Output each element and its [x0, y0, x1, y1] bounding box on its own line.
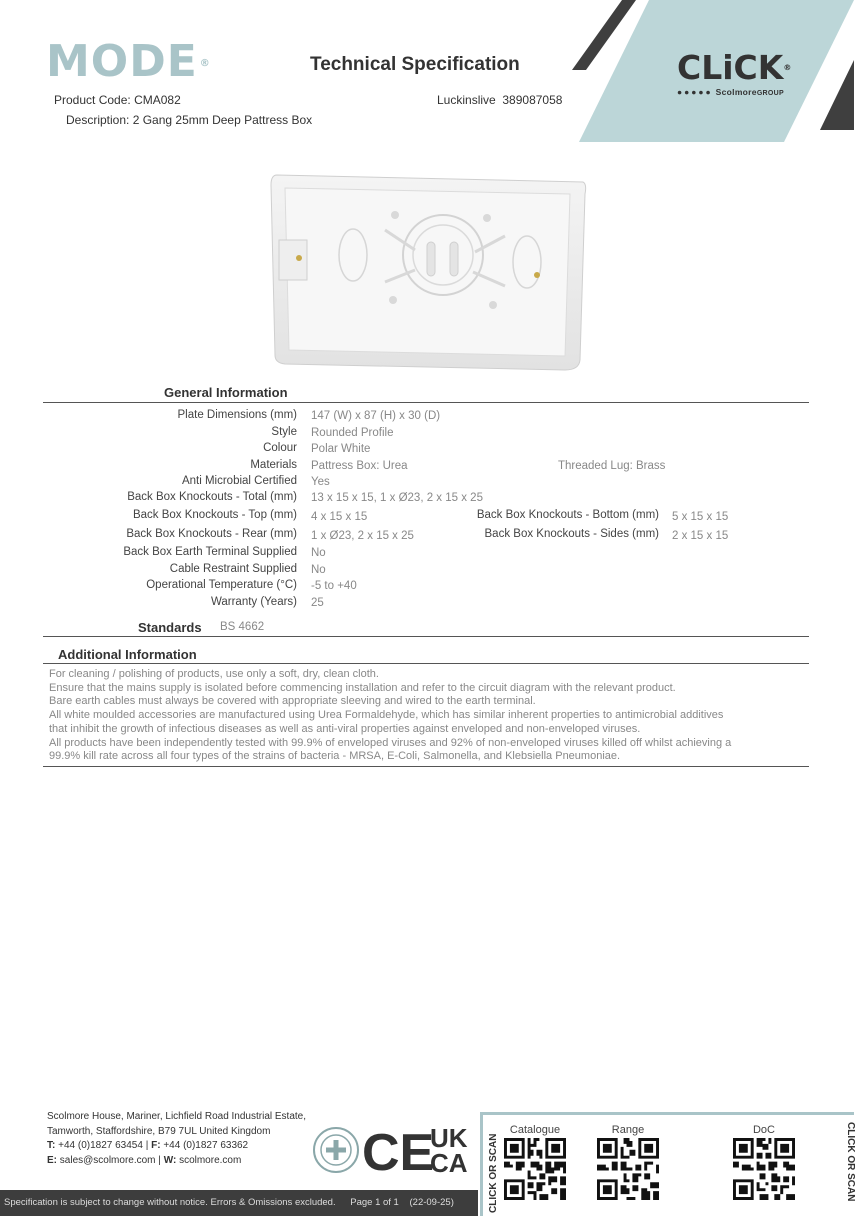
product-image	[265, 160, 590, 375]
spec-value: -5 to +40	[311, 580, 357, 592]
product-code-value: CMA082	[134, 93, 181, 107]
email-link[interactable]: sales@scolmore.com	[59, 1154, 156, 1166]
dark-stripe-right	[820, 60, 854, 130]
qr-label-doc: DoC	[752, 1124, 775, 1136]
spec-value: 25	[311, 597, 324, 609]
info-line: that inhibit the growth of infectious diseases as well as anti-viral properties against enveloped and non-enveloped viruses.	[49, 722, 641, 735]
fax-label: F:	[151, 1140, 161, 1151]
scolmore-group-label	[677, 87, 784, 97]
click-registered-mark: ®	[783, 63, 792, 72]
spec-label: Cable Restraint Supplied	[169, 563, 297, 575]
info-line: All products have been independently tested with 99.9% of enveloped viruses and 92% of non-enveloped viruses killed off whilst achieving a	[49, 736, 732, 749]
spec-value: 147 (W) x 87 (H) x 30 (D)	[311, 410, 441, 422]
spec-label: Warranty (Years)	[210, 596, 297, 608]
spec-value-secondary: 5 x 15 x 15	[672, 511, 729, 523]
info-line: All white moulded accessories are manufactured using Urea Formaldehyde, which has similar inherent properties to antimicrobial additives	[49, 709, 724, 722]
product-code-label: Product Code:	[54, 93, 131, 107]
contact-row	[47, 1154, 306, 1169]
spec-label: Anti Microbial Certified	[181, 475, 297, 487]
mode-logo-text: MODE	[46, 36, 198, 87]
range-qr-code[interactable]	[597, 1138, 659, 1200]
spec-value-secondary: Threaded Lug: Brass	[558, 460, 666, 472]
spec-value: No	[311, 547, 326, 559]
qr-label-catalogue: Catalogue	[509, 1124, 561, 1136]
mode-logo	[46, 36, 211, 87]
ukca-top-text: UK	[430, 1123, 468, 1153]
divider	[43, 636, 809, 637]
spec-label-secondary: Back Box Knockouts - Bottom (mm)	[476, 509, 659, 521]
info-line: 99.9% kill rate across all four types of the strains of bacteria - MRSA, E-Coli, Salmonella, and Klebsiella Pneumoniae.	[49, 750, 621, 763]
description-label: Description:	[66, 113, 130, 127]
catalogue-qr-code[interactable]	[504, 1138, 566, 1200]
luckinslive-label: Luckinslive	[437, 93, 496, 107]
address-line: Tamworth, Staffordshire, B79 7UL United Kingdom	[47, 1125, 271, 1137]
luckinslive-row	[437, 93, 562, 107]
click-or-scan-right: CLICK OR SCAN	[845, 1122, 856, 1202]
website-link[interactable]: scolmore.com	[179, 1154, 242, 1166]
ce-mark-text: CE	[362, 1124, 435, 1182]
page-number: Page 1 of 1	[350, 1197, 399, 1208]
info-line: For cleaning / polishing of products, use only a soft, dry, clean cloth.	[49, 668, 379, 680]
general-info-heading: General Information	[164, 385, 288, 400]
spec-value: 1 x Ø23, 2 x 15 x 25	[311, 530, 414, 542]
qr-label-range: Range	[611, 1124, 645, 1136]
spec-value: 13 x 15 x 15, 1 x Ø23, 2 x 15 x 25	[311, 492, 483, 504]
spec-value: 4 x 15 x 15	[311, 511, 368, 523]
luckinslive-code: 389087058	[502, 93, 563, 107]
email-label: E:	[47, 1154, 57, 1166]
spec-label: Operational Temperature (°C)	[146, 579, 297, 591]
fax-value: +44 (0)1827 63362	[163, 1140, 249, 1151]
spec-value: Rounded Profile	[311, 427, 394, 439]
spec-value: Yes	[311, 476, 330, 488]
spec-label: Style	[271, 426, 297, 438]
spec-label-secondary: Back Box Knockouts - Sides (mm)	[484, 528, 659, 540]
brand-dots: ●●●●●	[677, 87, 713, 97]
page-title: Technical Specification	[310, 54, 520, 75]
spec-label: Back Box Knockouts - Top (mm)	[132, 509, 297, 521]
description-value: 2 Gang 25mm Deep Pattress Box	[132, 113, 313, 127]
additional-info-text	[49, 668, 799, 764]
click-or-scan-left: CLICK OR SCAN	[488, 1133, 499, 1213]
spec-label: Back Box Knockouts - Total (mm)	[127, 491, 297, 503]
phone-row	[47, 1139, 306, 1154]
disclaimer: Specification is subject to change without notice. Errors & Omissions excluded.	[4, 1197, 336, 1208]
standards-value: BS 4662	[220, 621, 265, 633]
product-code-row	[54, 93, 181, 107]
click-logo	[677, 50, 791, 86]
description-row	[66, 113, 312, 127]
antimicrobial-certified-icon	[312, 1126, 360, 1174]
tel-value: +44 (0)1827 63454	[58, 1140, 143, 1151]
divider	[43, 402, 809, 403]
divider	[43, 663, 809, 664]
scolmore-text: Scolmore	[715, 87, 757, 97]
separator: |	[158, 1154, 161, 1166]
tel-label: T:	[47, 1140, 56, 1151]
spec-value: Pattress Box: Urea	[311, 460, 408, 472]
spec-label: Colour	[263, 442, 297, 454]
footer-bar	[0, 1190, 478, 1216]
click-logo-text: CLiCK	[677, 48, 784, 87]
ukca-bottom-text: CA	[430, 1148, 468, 1178]
spec-value-secondary: 2 x 15 x 15	[672, 530, 729, 542]
spec-label: Back Box Earth Terminal Supplied	[123, 546, 297, 558]
spec-label: Plate Dimensions (mm)	[177, 409, 297, 421]
spec-value: Polar White	[311, 443, 371, 455]
revision-date: (22-09-25)	[409, 1197, 454, 1208]
ce-mark-icon	[362, 1124, 435, 1182]
info-line: Bare earth cables must always be covered with appropriate sleeving and wired to the earth terminal.	[49, 695, 536, 708]
group-text: GROUP	[756, 90, 784, 97]
divider	[43, 766, 809, 767]
address-line: Scolmore House, Mariner, Lichfield Road Industrial Estate,	[47, 1111, 307, 1122]
doc-qr-code[interactable]	[733, 1138, 795, 1200]
separator: |	[145, 1140, 149, 1151]
ukca-mark-icon	[428, 1124, 478, 1176]
registered-mark: ®	[199, 58, 211, 69]
additional-info-heading: Additional Information	[58, 647, 197, 662]
spec-label: Materials	[250, 459, 297, 471]
spec-label: Back Box Knockouts - Rear (mm)	[126, 528, 297, 540]
spec-value: No	[311, 564, 326, 576]
info-line: Ensure that the mains supply is isolated before commencing installation and refer to the circuit diagram with the relevant product.	[49, 681, 676, 694]
web-label: W:	[163, 1154, 177, 1166]
company-address	[47, 1110, 306, 1168]
standards-label: Standards	[138, 620, 202, 635]
